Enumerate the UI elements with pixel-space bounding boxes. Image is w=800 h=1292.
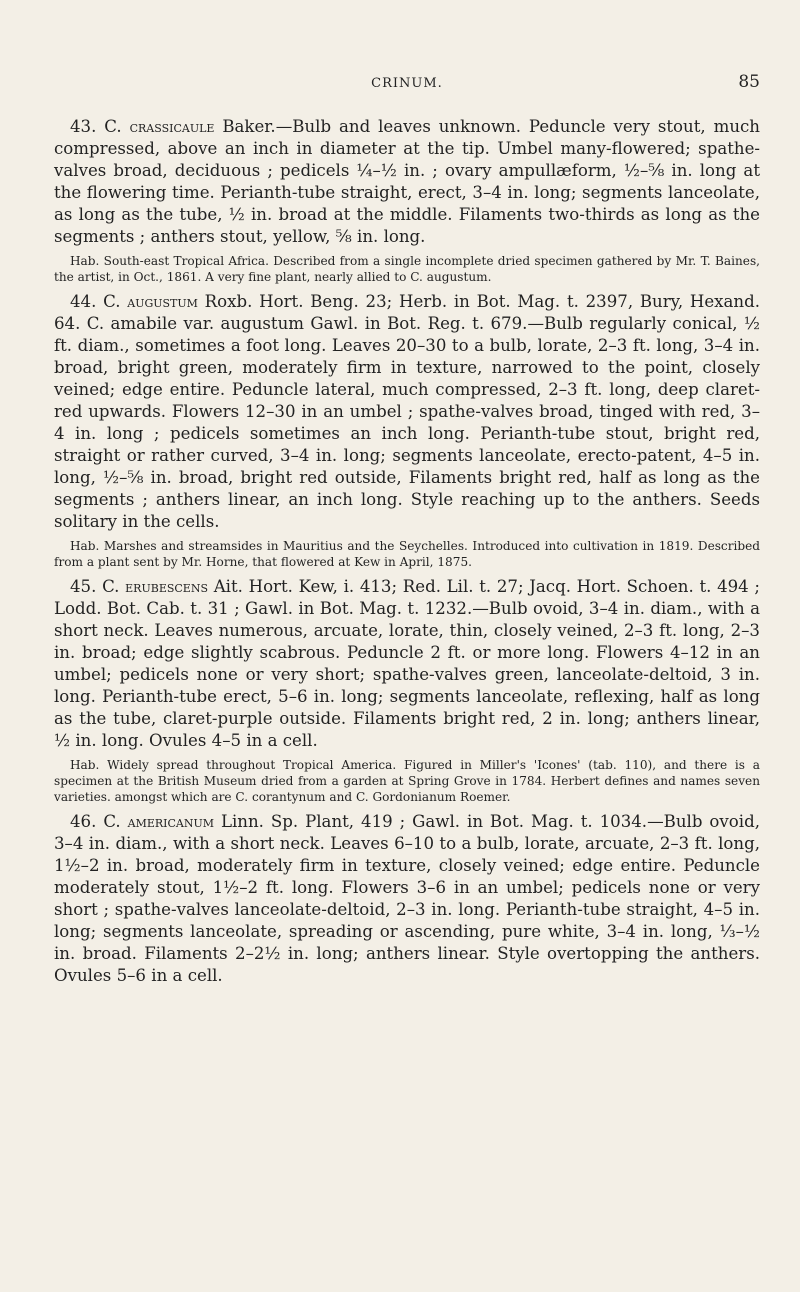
page-content — [54, 116, 760, 987]
species-text: Ait. Hort. Kew, i. 413; Red. Lil. t. 27; Jacq. Hort. Schoen. t. 494 ; Lodd. Bot. Cab. t. 31 ; Gawl. in Bot. Mag. t. 1232.—Bulb ovoid, 3–4 in. diam., with a short neck. Leaves numerous, arcuate, lorate, thin, closely veined, 2–3 ft. long, 2–3 in. broad; edge slightly scabrous. Peduncle 2 ft. or more long. Flowers 4–12 in an umbel; pedicels none or very short; spathe-valves green, lanceolate-deltoid, 3 in. long. Perianth-tube erect, 5–6 in. long; segments lanceolate, reflexing, half as long as the tube, claret-purple outside. Filaments bright red, 2 in. long; anthers linear, ½ in. long. Ovules 4–5 in a cell. — [54, 577, 761, 750]
species-epithet: crassicaule — [129, 118, 215, 136]
species-habitat: Hab. Marshes and streamsides in Mauritius and the Seychelles. Introduced into cultivation in 1819. Described from a plant sent by Mr. Horne, that flowered at Kew in April, 1875. — [54, 539, 760, 569]
species-entry-46 — [54, 811, 760, 987]
species-genus: C. — [103, 812, 121, 831]
species-entry-45 — [54, 576, 760, 805]
species-genus: C. — [102, 577, 120, 596]
species-number: 46. — [70, 812, 97, 831]
running-head: CRINUM. — [371, 76, 443, 91]
species-text: Roxb. Hort. Beng. 23; Herb. in Bot. Mag. t. 2397, Bury, Hexand. 64. C. amabile var. augustum Gawl. in Bot. Reg. t. 679.—Bulb regularly conical, ½ ft. diam., sometimes a foot long. Leaves 20–30 to a bulb, lorate, 2–3 ft. long, 3–4 in. broad, bright green, moderately firm in texture, narrowed to the point, closely veined; edge entire. Peduncle lateral, much compressed, 2–3 ft. long, deep claret-red upwards. Flowers 12–30 in an umbel ; spathe-valves broad, tinged with red, 3–4 in. long ; pedicels sometimes an inch long. Perianth-tube stout, bright red, straight or rather curved, 3–4 in. long; segments lanceolate, erecto-patent, 4–5 in. long, ½–⅝ in. broad, bright red outside, Filaments bright red, half as long as the segments ; anthers linear, an inch long. Style reaching up to the anthers. Seeds solitary in the cells. — [54, 292, 760, 531]
species-number: 43. — [70, 117, 97, 136]
species-epithet: americanum — [127, 813, 215, 831]
species-habitat: Hab. South-east Tropical Africa. Described from a single incomplete dried specimen gathered by Mr. T. Baines, the artist, in Oct., 1861. A very fine plant, nearly allied to C. augustum. — [54, 254, 760, 284]
species-epithet: erubescens — [125, 578, 208, 596]
species-genus: C. — [103, 292, 121, 311]
species-number: 44. — [70, 292, 97, 311]
species-description — [54, 576, 760, 752]
species-entry-43 — [54, 116, 760, 285]
species-text: Linn. Sp. Plant, 419 ; Gawl. in Bot. Mag. t. 1034.—Bulb ovoid, 3–4 in. diam., with a short neck. Leaves 6–10 to a bulb, lorate, arcuate, 2–3 ft. long, 1½–2 in. broad, moderately firm in texture, closely veined; edge entire. Peduncle moderately stout, 1½–2 ft. long. Flowers 3–6 in an umbel; pedicels none or very short ; spathe-valves lanceolate-deltoid, 2–3 in. long. Perianth-tube straight, 4–5 in. long; segments lanceolate, spreading or ascending, pure white, 3–4 in. long, ⅓–½ in. broad. Filaments 2–2½ in. long; anthers linear. Style overtopping the anthers. Ovules 5–6 in a cell. — [54, 812, 760, 985]
species-description — [54, 811, 760, 987]
page-number: 85 — [738, 72, 760, 92]
species-epithet: augustum — [127, 293, 198, 311]
species-text: Baker.—Bulb and leaves unknown. Peduncle very stout, much compressed, above an inch in diameter at the tip. Umbel many-flowered; spathe-valves broad, deciduous ; pedicels ¼–½ in. ; ovary ampullæform, ½–⅝ in. long at the flowering time. Perianth-tube straight, erect, 3–4 in. long; segments lanceolate, as long as the tube, ½ in. broad at the middle. Filaments two-thirds as long as the segments ; anthers stout, yellow, ⅝ in. long. — [54, 117, 760, 246]
species-description — [54, 291, 760, 533]
species-genus: C. — [104, 117, 122, 136]
page-header — [54, 60, 760, 90]
species-habitat: Hab. Widely spread throughout Tropical America. Figured in Miller's 'Icones' (tab. 110), and there is a specimen at the British Museum dried from a garden at Spring Grove in 1784. Herbert defines and names seven varieties. amongst which are C. corantynum and C. Gordonianum Roemer. — [54, 758, 760, 804]
species-entry-44 — [54, 291, 760, 570]
species-description — [54, 116, 760, 248]
species-number: 45. — [70, 577, 97, 596]
